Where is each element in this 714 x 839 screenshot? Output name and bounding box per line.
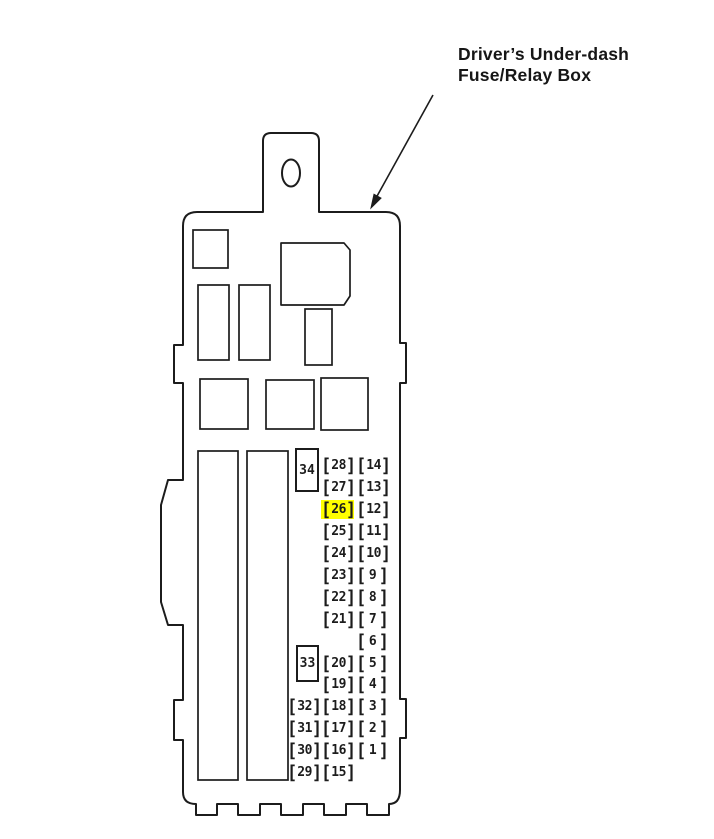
relay-box-34: [295, 448, 319, 492]
bracket-close: ]: [311, 761, 323, 784]
bracket-close: ]: [378, 717, 389, 740]
bracket-close: ]: [345, 476, 357, 499]
relay-box-33-label: 33: [299, 656, 316, 671]
fuse-label-25: [ 25 ]: [321, 520, 357, 543]
bracket-close: ]: [378, 586, 389, 609]
bracket-open: [: [321, 608, 332, 631]
bracket-open: [: [321, 498, 332, 521]
fuse-label-4: [ 4 ]: [356, 673, 389, 696]
bracket-close: ]: [345, 695, 357, 718]
callout-label: [458, 44, 629, 85]
bracket-close: ]: [378, 630, 389, 653]
fuse-label-24: [ 24 ]: [321, 542, 357, 565]
bracket-close: ]: [311, 695, 323, 718]
bracket-open: [: [356, 673, 367, 696]
bracket-open: [: [356, 542, 367, 565]
fuse-label-13: [ 13 ]: [356, 476, 392, 499]
bracket-open: [: [321, 454, 332, 477]
fuse-label-5: [ 5 ]: [356, 652, 389, 675]
bracket-open: [: [321, 717, 332, 740]
bracket-close: ]: [311, 717, 323, 740]
fuse-label-27: [ 27 ]: [321, 476, 357, 499]
bracket-close: ]: [345, 652, 357, 675]
fuse-label-29: [ 29 ]: [287, 761, 323, 784]
bracket-open: [: [356, 520, 367, 543]
fuse-label-6: [ 6 ]: [356, 630, 389, 653]
bracket-close: ]: [380, 476, 392, 499]
bracket-open: [: [321, 520, 332, 543]
bracket-open: [: [321, 695, 332, 718]
fuse-label-17: [ 17 ]: [321, 717, 357, 740]
bracket-close: ]: [345, 586, 357, 609]
callout-label-line1: Driver’s Under-dash: [458, 44, 630, 64]
bracket-open: [: [356, 454, 367, 477]
bracket-open: [: [356, 498, 367, 521]
bracket-close: ]: [345, 673, 357, 696]
callout-arrow-head: [371, 194, 381, 208]
bracket-close: ]: [380, 542, 392, 565]
bracket-close: ]: [378, 652, 389, 675]
bracket-open: [: [321, 739, 332, 762]
fuse-label-30: [ 30 ]: [287, 739, 323, 762]
fuse-label-21: [ 21 ]: [321, 608, 357, 631]
bracket-close: ]: [380, 520, 392, 543]
fuse-label-12: [ 12 ]: [356, 498, 392, 521]
fuse-label-31: [ 31 ]: [287, 717, 323, 740]
fuse-label-9: [ 9 ]: [356, 564, 389, 587]
bracket-close: ]: [345, 454, 357, 477]
bracket-close: ]: [380, 498, 392, 521]
bracket-open: [: [356, 476, 367, 499]
fuse-label-10: [ 10 ]: [356, 542, 392, 565]
fuse-label-16: [ 16 ]: [321, 739, 357, 762]
callout-label-line2: Fuse/Relay Box: [458, 64, 592, 85]
bracket-open: [: [356, 717, 367, 740]
bracket-open: [: [356, 630, 367, 653]
fuse-label-26-highlighted: [ 26 ]: [321, 498, 357, 521]
mounting-hole: [282, 160, 300, 187]
bracket-close: ]: [378, 564, 389, 587]
bracket-close: ]: [378, 695, 389, 718]
fuse-label-23: [ 23 ]: [321, 564, 357, 587]
bracket-open: [: [321, 586, 332, 609]
bracket-open: [: [321, 542, 332, 565]
fuse-label-22: [ 22 ]: [321, 586, 357, 609]
fuse-label-14: [ 14 ]: [356, 454, 392, 477]
bracket-close: ]: [345, 608, 357, 631]
fuse-label-2: [ 2 ]: [356, 717, 389, 740]
callout-arrow-line: [376, 95, 433, 198]
bracket-open: [: [356, 564, 367, 587]
fuse-label-18: [ 18 ]: [321, 695, 357, 718]
bracket-open: [: [321, 564, 332, 587]
bracket-open: [: [321, 761, 332, 784]
fuse-label-1: [ 1 ]: [356, 739, 389, 762]
bracket-close: ]: [345, 717, 357, 740]
bracket-open: [: [356, 652, 367, 675]
bracket-close: ]: [380, 454, 392, 477]
bracket-open: [: [321, 476, 332, 499]
relay-box-34-label: 34: [299, 462, 315, 478]
bracket-open: [: [287, 695, 298, 718]
fuse-label-8: [ 8 ]: [356, 586, 389, 609]
bracket-close: ]: [378, 673, 389, 696]
bracket-open: [: [287, 717, 298, 740]
bracket-open: [: [356, 739, 367, 762]
bracket-open: [: [321, 652, 332, 675]
fuse-label-3: [ 3 ]: [356, 695, 389, 718]
bracket-open: [: [356, 608, 367, 631]
fuse-label-32: [ 32 ]: [287, 695, 323, 718]
bracket-close: ]: [378, 739, 389, 762]
fuse-label-7: [ 7 ]: [356, 608, 389, 631]
bracket-close: ]: [345, 498, 357, 521]
bracket-open: [: [321, 673, 332, 696]
relay-box-33: [296, 645, 319, 682]
fuse-label-28: [ 28 ]: [321, 454, 357, 477]
bracket-close: ]: [345, 739, 357, 762]
bracket-close: ]: [345, 542, 357, 565]
bracket-close: ]: [345, 520, 357, 543]
fuse-label-19: [ 19 ]: [321, 673, 357, 696]
fuse-label-20: [ 20 ]: [321, 652, 357, 675]
bracket-open: [: [287, 739, 298, 762]
fuse-label-15: [ 15 ]: [321, 761, 357, 784]
bracket-open: [: [287, 761, 298, 784]
bracket-close: ]: [378, 608, 389, 631]
bracket-close: ]: [345, 761, 357, 784]
fuse-label-11: [ 11 ]: [356, 520, 392, 543]
bracket-close: ]: [311, 739, 323, 762]
bracket-close: ]: [345, 564, 357, 587]
bracket-open: [: [356, 586, 367, 609]
bracket-open: [: [356, 695, 367, 718]
